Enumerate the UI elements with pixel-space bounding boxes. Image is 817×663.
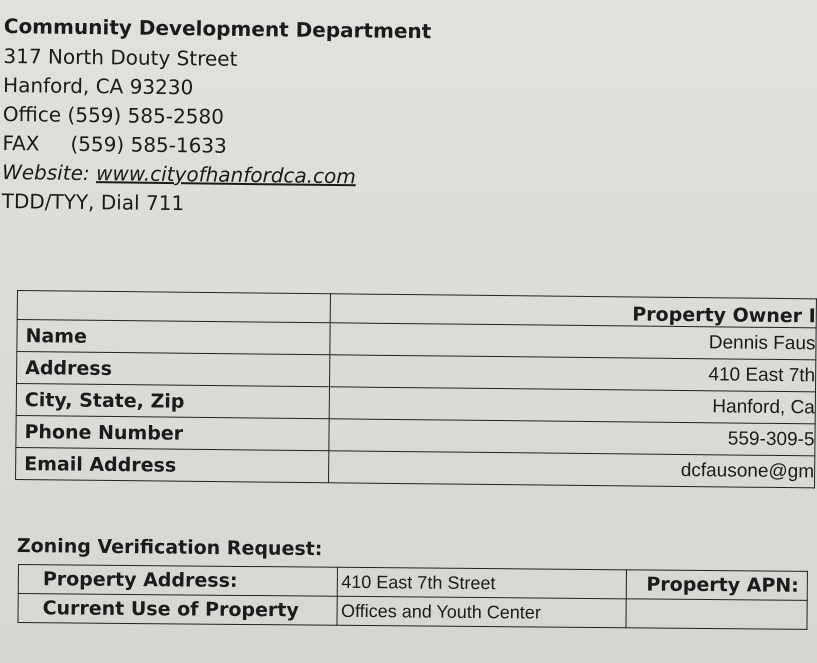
owner-email-label: Email Address [16,447,329,482]
website-link[interactable]: www.cityofhanfordca.com [95,161,356,189]
property-apn-label: Property APN: [626,570,808,601]
owner-address-label: Address [17,352,330,387]
zoning-section-title: Zoning Verification Request: [16,535,323,561]
tdd-line: TDD/TYY, Dial 711 [1,188,185,216]
owner-address-value: 410 East 7th [330,355,816,392]
owner-table-header: Property Owner I [330,294,816,328]
website-label: Website: [1,159,90,186]
street-address: 317 North Douty Street [3,43,238,71]
fax-label: FAX [2,130,40,156]
owner-name-label: Name [17,320,330,355]
fax-number: (559) 585-1633 [70,131,227,158]
office-phone: Office (559) 585-2580 [2,101,225,129]
property-address-label: Property Address: [18,565,338,597]
current-use-extra-cell [626,599,808,630]
department-name: Community Development Department [3,14,432,44]
city-state-zip: Hanford, CA 93230 [2,72,194,100]
current-use-label: Current Use of Property [18,594,338,626]
owner-email-value: dcfausone@gm [328,451,814,488]
owner-city-value: Hanford, Ca [329,387,815,424]
owner-phone-label: Phone Number [16,415,329,450]
current-use-value: Offices and Youth Center [337,596,625,628]
owner-phone-value: 559-309-5 [329,419,815,456]
property-address-value: 410 East 7th Street [338,567,626,599]
property-owner-table [15,290,817,488]
zoning-request-table [17,564,807,630]
table-row [18,594,807,630]
department-header [2,14,432,221]
owner-table-header-blank [17,291,330,323]
owner-city-label: City, State, Zip [16,384,329,419]
owner-name-value: Dennis Faus [330,323,816,360]
